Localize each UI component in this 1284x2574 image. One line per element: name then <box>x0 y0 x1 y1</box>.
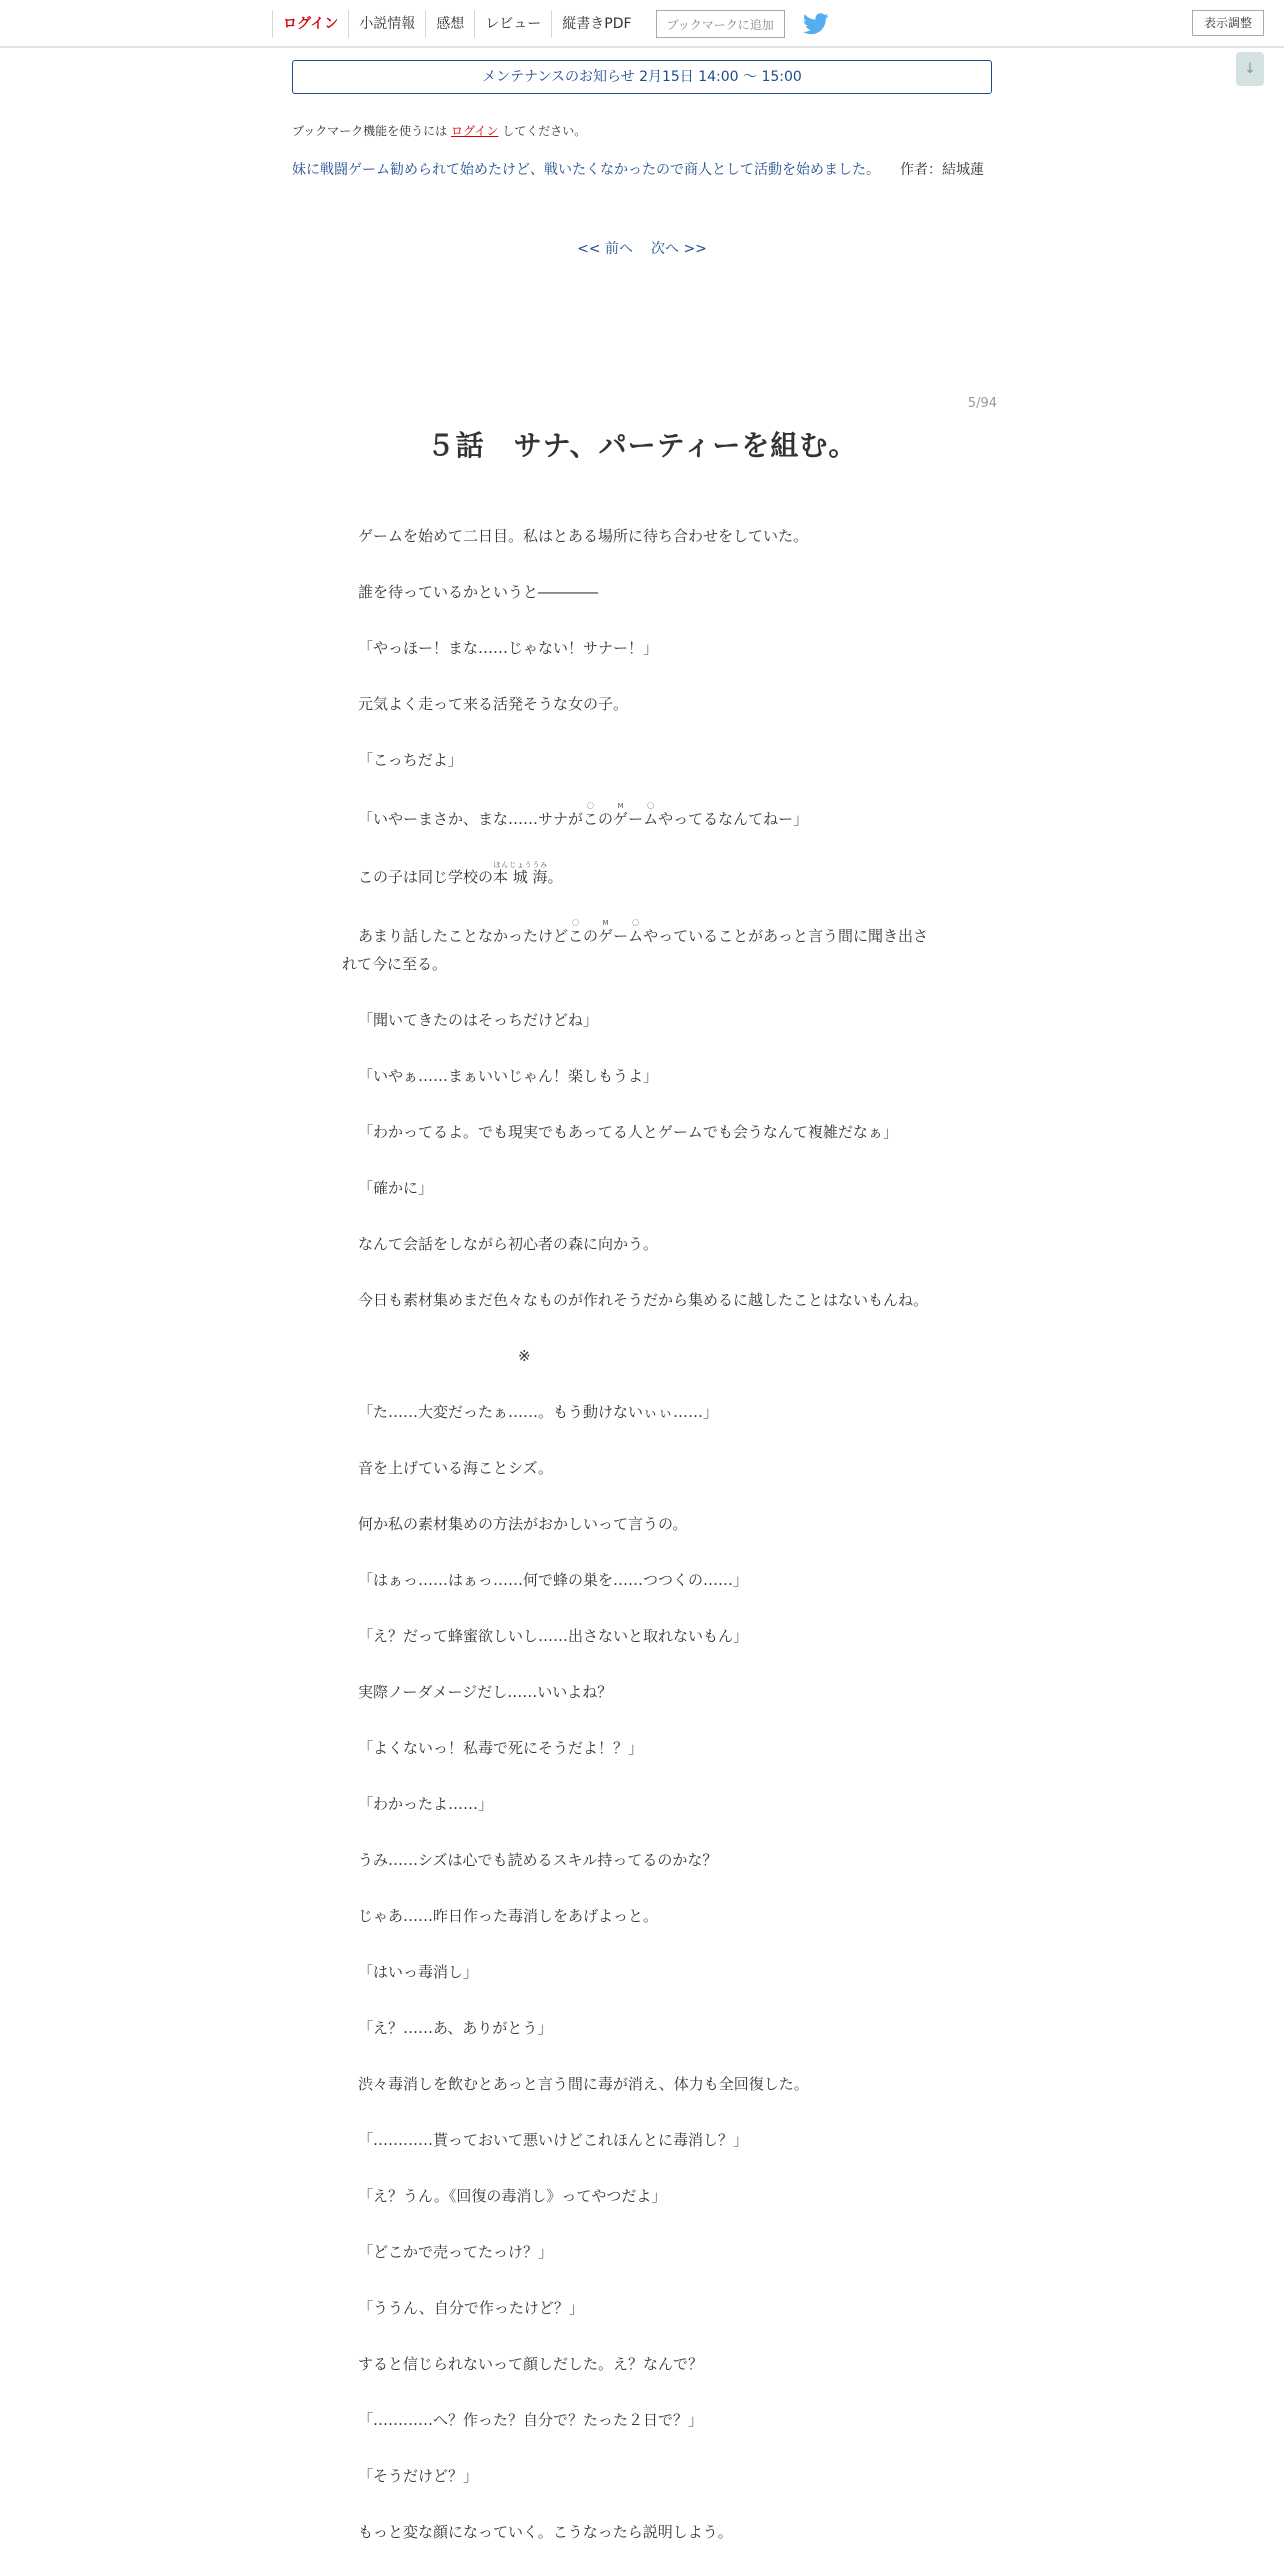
login-link[interactable]: ログイン <box>272 10 348 38</box>
ruby-mark: 〇 <box>583 802 599 810</box>
add-bookmark-button[interactable]: ブックマークに追加 <box>656 10 785 38</box>
episode-pager <box>0 238 1284 258</box>
paragraph: 「やっほー！まな……じゃない！サナー！」 <box>358 639 659 657</box>
ruby-char: ム〇 <box>643 802 659 828</box>
ruby-reading: ほんじょううみ <box>493 861 548 869</box>
paragraph: 「はいっ毒消し」 <box>358 1963 479 1981</box>
paragraph <box>342 919 942 978</box>
bookmark-note-text-after: してください。 <box>498 124 587 138</box>
prev-episode-link[interactable]: << 前へ <box>577 241 633 257</box>
paragraph <box>342 861 942 891</box>
ruby-base: 本 城 海 <box>493 868 548 886</box>
paragraph: なんて会話をしながら初心者の森に向かう。 <box>358 1235 659 1253</box>
ruby-char: ー <box>613 927 629 945</box>
paragraph: 「わかってるよ。でも現実でもあってる人とゲームでも会うなんて複雑だなぁ」 <box>358 1123 898 1141</box>
author-name: 作者：結城蓮 <box>900 162 984 178</box>
paragraph: うみ……シズは心でも読めるスキル持ってるのかな？ <box>358 1851 718 1869</box>
bookmark-login-link[interactable]: ログイン <box>450 124 499 138</box>
top-nav <box>272 10 829 38</box>
paragraph: 「え？うん。《回復の毒消し》ってやつだよ」 <box>358 2187 667 2205</box>
text-segment: ってるなんてねー」 <box>673 810 809 828</box>
novel-header <box>292 156 992 184</box>
maintenance-notice[interactable]: メンテナンスのお知らせ 2月15日 14:00 ～ 15:00 <box>292 60 992 94</box>
ruby-mark: 〇 <box>643 802 659 810</box>
paragraph: 実際ノーダメージだし……いいよね？ <box>358 1683 613 1701</box>
paragraph: 「え？……あ、ありがとう」 <box>358 2019 553 2037</box>
paragraph: 「た……大変だったぁ……。もう動けないぃぃ……」 <box>358 1403 719 1421</box>
paragraph: 「…………貰っておいて悪いけどこれほんとに毒消し？」 <box>358 2131 749 2149</box>
text-segment: この子は同じ学校の <box>358 868 494 886</box>
paragraph: 「いやぁ……まぁいいじゃん！楽しもうよ」 <box>358 1067 659 1085</box>
text-segment: やっていることがあっと言う間に聞き出されて今に至る。 <box>342 927 928 973</box>
ruby-group <box>583 802 674 828</box>
impressions-link[interactable]: 感想 <box>425 10 474 38</box>
display-adjust-button[interactable]: 表示調整 <box>1192 10 1264 36</box>
bookmark-login-note <box>292 122 586 139</box>
ruby-char: ム〇 <box>628 919 644 945</box>
paragraph: もっと変な顔になっていく。こうなったら説明しよう。 <box>358 2523 733 2541</box>
paragraph <box>342 802 942 833</box>
next-episode-link[interactable]: 次へ >> <box>651 241 707 257</box>
ruby-mark: M <box>598 919 614 927</box>
vertical-pdf-link[interactable]: 縦書きPDF <box>551 10 641 38</box>
paragraph: 「わかったよ……」 <box>358 1795 494 1813</box>
ruby-char: こ〇 <box>568 919 584 945</box>
text-segment: 。 <box>547 868 563 886</box>
text-segment: 「いやーまさか、まな……サナが <box>358 810 584 828</box>
paragraph: じゃあ……昨日作った毒消しをあげよっと。 <box>358 1907 659 1925</box>
paragraph: 音を上げている海ことシズ。 <box>358 1459 554 1477</box>
header-bar <box>0 0 1284 48</box>
ruby-char: の <box>598 810 614 828</box>
bookmark-note-text-before: ブックマーク機能を使うには <box>292 124 451 138</box>
ruby-mark: 〇 <box>568 919 584 927</box>
ruby-mark: M <box>613 802 629 810</box>
paragraph: 「…………へ？作った？自分で？たった２日で？」 <box>358 2411 704 2429</box>
novel-info-link[interactable]: 小説情報 <box>348 10 425 38</box>
name-ruby <box>493 861 548 886</box>
text-segment: あまり話したことなかったけど <box>358 927 569 945</box>
review-link[interactable]: レビュー <box>474 10 551 38</box>
paragraph: ゲームを始めて二日目。私はとある場所に待ち合わせをしていた。 <box>358 527 809 545</box>
paragraph: 「よくないっ！私毒で死にそうだよ！？」 <box>358 1739 644 1757</box>
paragraph: 「ううん、自分で作ったけど？」 <box>358 2299 584 2317</box>
ruby-char: ー <box>628 810 644 828</box>
twitter-icon[interactable] <box>803 13 829 35</box>
paragraph: 「こっちだよ」 <box>358 751 463 769</box>
paragraph: 元気よく走って来る活発そうな女の子。 <box>358 695 629 713</box>
paragraph: すると信じられないって顔しだした。え？なんで？ <box>358 2355 704 2373</box>
scene-break-mark: ※ <box>518 1347 531 1365</box>
scroll-down-button[interactable]: ↓ <box>1236 52 1264 86</box>
ruby-group <box>568 919 644 945</box>
episode-title: ５話 サナ、パーティーを組む。 <box>426 429 858 462</box>
ruby-mark: 〇 <box>628 919 644 927</box>
novel-body <box>342 522 942 2574</box>
paragraph: 「聞いてきたのはそっちだけどね」 <box>358 1011 599 1029</box>
paragraph: 「確かに」 <box>358 1179 434 1197</box>
novel-title-link[interactable]: 妹に戦闘ゲーム勧められて始めたけど、戦いたくなかったので商人として活動を始めました。 <box>292 162 880 178</box>
paragraph: 何か私の素材集めの方法がおかしいって言うの。 <box>358 1515 688 1533</box>
paragraph: 「はぁっ……はぁっ……何で蜂の巣を……つつくの……」 <box>358 1571 749 1589</box>
ruby-char: ゲM <box>613 802 629 828</box>
ruby-char: ゲM <box>598 919 614 945</box>
page-count: 5/94 <box>967 396 997 411</box>
paragraph: 「そうだけど？」 <box>358 2467 479 2485</box>
paragraph: 誰を待っているかというと―――― <box>358 583 599 601</box>
ruby-char: の <box>583 927 599 945</box>
paragraph: 今日も素材集めまだ色々なものが作れそうだから集めるに越したことはないもんね。 <box>358 1291 929 1309</box>
paragraph: 渋々毒消しを飲むとあっと言う間に毒が消え、体力も全回復した。 <box>358 2075 809 2093</box>
ruby-char: こ〇 <box>583 802 599 828</box>
paragraph: 「どこかで売ってたっけ？」 <box>358 2243 554 2261</box>
ruby-char: や <box>658 810 674 828</box>
paragraph: 「え？だって蜂蜜欲しいし……出さないと取れないもん」 <box>358 1627 749 1645</box>
